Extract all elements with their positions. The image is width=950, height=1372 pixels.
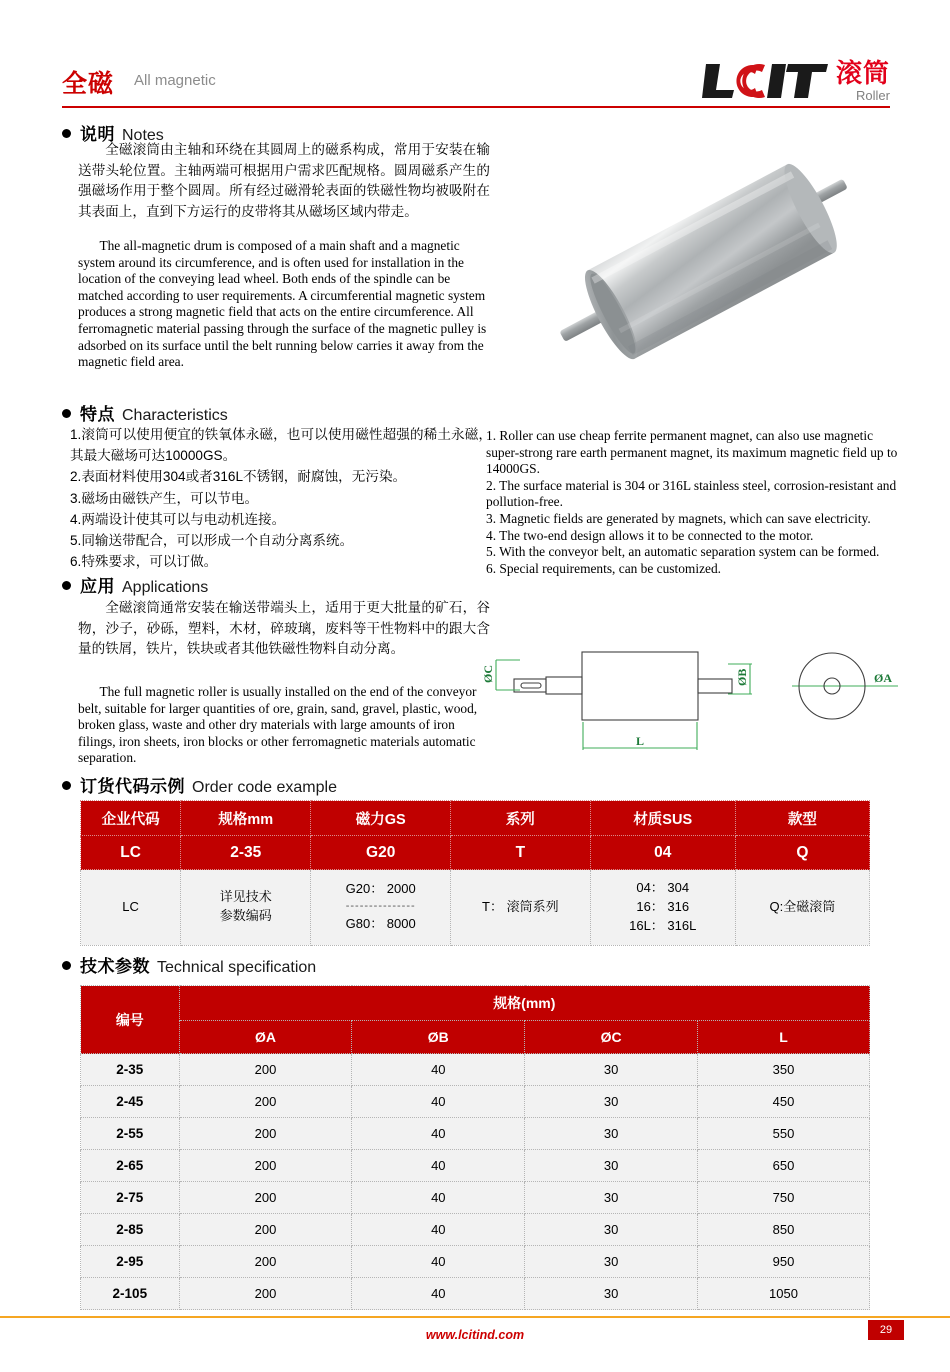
spec-subheader-cell: ØB <box>352 1021 525 1054</box>
order-code-cell: LC <box>81 836 181 870</box>
spec-cell-l: 850 <box>697 1214 869 1246</box>
product-photo <box>505 150 915 375</box>
spec-subheader-cell: ØC <box>525 1021 698 1054</box>
dim-label-ob: ØB <box>735 668 749 686</box>
dim-label-oa: ØA <box>874 671 892 685</box>
order-detail-cell: G20： 2000 --------------- G80： 8000 <box>311 870 451 946</box>
spec-cell-oa: 200 <box>179 1182 352 1214</box>
order-code-cell: G20 <box>311 836 451 870</box>
spec-cell-oa: 200 <box>179 1246 352 1278</box>
applications-text-cn: 全磁滚筒通常安装在输送带端头上，适用于更大批量的矿石，谷物，沙子，砂砾，塑料，木材，碎玻璃，废料等干性物料中的跟大含量的铁屑，铁片，铁块或者其他铁磁性物料自动分离。 <box>78 600 490 657</box>
spec-row-code: 2-65 <box>81 1150 180 1182</box>
spec-row-code: 2-85 <box>81 1214 180 1246</box>
spec-cell-oa: 200 <box>179 1054 352 1086</box>
applications-heading-en: Applications <box>122 579 209 596</box>
spec-cell-ob: 40 <box>352 1150 525 1182</box>
spec-subheader-cell: L <box>697 1021 869 1054</box>
spec-cell-ob: 40 <box>352 1054 525 1086</box>
spec-cell-ob: 40 <box>352 1214 525 1246</box>
table-row <box>81 1118 870 1150</box>
spec-cell-l: 650 <box>697 1150 869 1182</box>
spec-cell-oa: 200 <box>179 1214 352 1246</box>
bullet-icon <box>62 409 71 418</box>
spec-cell-oc: 30 <box>525 1182 698 1214</box>
page-title-cn: 全磁 <box>62 70 115 98</box>
order-code-cell: Q <box>735 836 869 870</box>
spec-cell-oc: 30 <box>525 1086 698 1118</box>
spec-row-code: 2-75 <box>81 1182 180 1214</box>
table-row <box>81 1182 870 1214</box>
bullet-icon <box>62 129 71 138</box>
logo-label-cn: 滚筒 <box>835 58 890 88</box>
applications-text-en: The full magnetic roller is usually installed on the end of the conveyor belt, suitable for larger quantities of ore, grain, sand, gravel, plastic, wood, broken glass, waste and other dry materials with large amounts of iron filings, iron sheets, iron blocks or other ferromagnetic materials automatic separation. <box>78 684 478 766</box>
lcit-logo-icon <box>702 60 830 100</box>
footer-website[interactable]: www.lcitind.com <box>425 1328 525 1342</box>
order-table-header-row <box>81 801 870 836</box>
table-row <box>81 1214 870 1246</box>
characteristics-heading-en: Characteristics <box>122 407 228 424</box>
order-detail-cell: LC <box>81 870 181 946</box>
section-heading-order-code <box>62 772 337 797</box>
spec-cell-ob: 40 <box>352 1086 525 1118</box>
order-detail-cell: 详见技术 参数编码 <box>181 870 311 946</box>
bullet-icon <box>62 781 71 790</box>
spec-row-code: 2-45 <box>81 1086 180 1118</box>
order-header-cell: 款型 <box>735 801 869 836</box>
dim-label-l: L <box>636 734 645 748</box>
spec-cell-oa: 200 <box>179 1086 352 1118</box>
spec-cell-l: 350 <box>697 1054 869 1086</box>
notes-text-en: The all-magnetic drum is composed of a main shaft and a magnetic system around its circumference, and is often used for installation in the location of the conveying lead wheel. Both ends of the spindle can be matched according to user requirements. A circumferential magnetic system produces a strong magnetic field that acts on the entire circumference. All ferromagnetic material passing through the surface of the magnetic pulley is adsorbed on its surface until the belt running below carries it away from the magnetic field area. <box>78 238 487 370</box>
section-heading-applications <box>62 572 208 597</box>
table-row <box>81 1278 870 1310</box>
spec-header-group: 规格(mm) <box>179 986 869 1021</box>
spec-cell-oc: 30 <box>525 1150 698 1182</box>
section-heading-characteristics <box>62 400 228 425</box>
characteristics-list-en: 1. Roller can use cheap ferrite permanent magnet, can also use magnetic super-strong rare earth permanent magnet, its maximum magnetic field up to 14000GS. 2. The surface material is 304 or 316L stainless steel, corrosion-resistant and pollution-free. 3. Magnetic fields are generated by magnets, which can save electricity. 4. The two-end design allows it to be connected to the motor. 5. With the conveyor belt, an automatic separation system can be formed. 6. Special requirements, can be customized. <box>486 428 898 576</box>
spec-cell-ob: 40 <box>352 1118 525 1150</box>
spec-row-code: 2-95 <box>81 1246 180 1278</box>
order-header-cell: 系列 <box>451 801 591 836</box>
notes-heading-en: Notes <box>122 127 164 144</box>
notes-text-cn: 全磁滚筒由主轴和环绕在其圆周上的磁系构成，常用于安装在输送带头轮位置。主轴两端可根据用户需求匹配规格。圆周磁系产生的强磁场作用于整个圆周。所有经过磁滑轮表面的铁磁性物均被吸附在其表面上，直到下方运行的皮带将其从磁场区域内带走。 <box>78 142 490 219</box>
table-row <box>81 1086 870 1118</box>
spec-cell-oa: 200 <box>179 1150 352 1182</box>
page-title-en: All magnetic <box>134 72 216 89</box>
order-header-cell: 规格mm <box>181 801 311 836</box>
order-code-cell: T <box>451 836 591 870</box>
notes-heading-cn: 说明 <box>80 125 115 144</box>
table-row <box>81 1150 870 1182</box>
spec-cell-l: 450 <box>697 1086 869 1118</box>
characteristics-heading-cn: 特点 <box>80 405 115 424</box>
spec-table-sub-header-row <box>81 1021 870 1054</box>
order-detail-cell: Q:全磁滚筒 <box>735 870 869 946</box>
section-heading-tech-spec <box>62 952 316 977</box>
spec-cell-l: 1050 <box>697 1278 869 1310</box>
characteristics-list-cn: 1.滚筒可以使用便宜的铁氧体永磁，也可以使用磁性超强的稀土永磁，其最大磁场可达10000GS。 2.表面材料使用304或者316L不锈钢，耐腐蚀，无污染。 3.磁场由磁铁产生，可以节电。 4.两端设计使其可以与电动机连接。 5.同输送带配合，可以形成一个自动分离系统。 6.特殊要求，可以订做。 <box>70 427 492 570</box>
bullet-icon <box>62 961 71 970</box>
spec-cell-oc: 30 <box>525 1246 698 1278</box>
dimension-drawing <box>480 638 920 783</box>
applications-heading-cn: 应用 <box>80 577 115 596</box>
table-row <box>81 1246 870 1278</box>
order-detail-cell: T： 滚筒系列 <box>451 870 591 946</box>
order-header-cell: 企业代码 <box>81 801 181 836</box>
header-divider <box>62 106 890 108</box>
spec-cell-oa: 200 <box>179 1118 352 1150</box>
order-code-table <box>80 800 870 946</box>
spec-cell-oc: 30 <box>525 1118 698 1150</box>
logo-label-en: Roller <box>856 88 890 103</box>
order-code-heading-cn: 订货代码示例 <box>80 777 185 796</box>
spec-cell-l: 750 <box>697 1182 869 1214</box>
dim-label-oc: ØC <box>481 665 495 683</box>
spec-cell-ob: 40 <box>352 1182 525 1214</box>
spec-subheader-cell: ØA <box>179 1021 352 1054</box>
spec-cell-oc: 30 <box>525 1278 698 1310</box>
footer-divider <box>0 1316 950 1318</box>
spec-cell-ob: 40 <box>352 1246 525 1278</box>
tech-spec-heading-cn: 技术参数 <box>80 957 150 976</box>
table-row <box>81 1054 870 1086</box>
spec-cell-oc: 30 <box>525 1054 698 1086</box>
bullet-icon <box>62 581 71 590</box>
spec-cell-ob: 40 <box>352 1278 525 1310</box>
spec-row-code: 2-105 <box>81 1278 180 1310</box>
spec-row-code: 2-55 <box>81 1118 180 1150</box>
spec-table-group-header-row <box>81 986 870 1021</box>
tech-spec-table <box>80 985 870 1310</box>
order-code-cell: 2-35 <box>181 836 311 870</box>
page-number-badge: 29 <box>868 1320 904 1340</box>
spec-cell-l: 550 <box>697 1118 869 1150</box>
tech-spec-heading-en: Technical specification <box>157 959 317 976</box>
company-logo <box>702 60 890 108</box>
spec-cell-oc: 30 <box>525 1214 698 1246</box>
spec-row-code: 2-35 <box>81 1054 180 1086</box>
order-header-cell: 材质SUS <box>590 801 735 836</box>
order-table-detail-row <box>81 870 870 946</box>
order-code-heading-en: Order code example <box>192 779 337 796</box>
spec-cell-l: 950 <box>697 1246 869 1278</box>
order-detail-cell: 04： 304 16： 316 16L： 316L <box>590 870 735 946</box>
order-table-code-row <box>81 836 870 870</box>
spec-cell-oa: 200 <box>179 1278 352 1310</box>
order-code-cell: 04 <box>590 836 735 870</box>
page-header <box>62 60 890 108</box>
spec-header-code: 编号 <box>81 986 180 1054</box>
order-header-cell: 磁力GS <box>311 801 451 836</box>
